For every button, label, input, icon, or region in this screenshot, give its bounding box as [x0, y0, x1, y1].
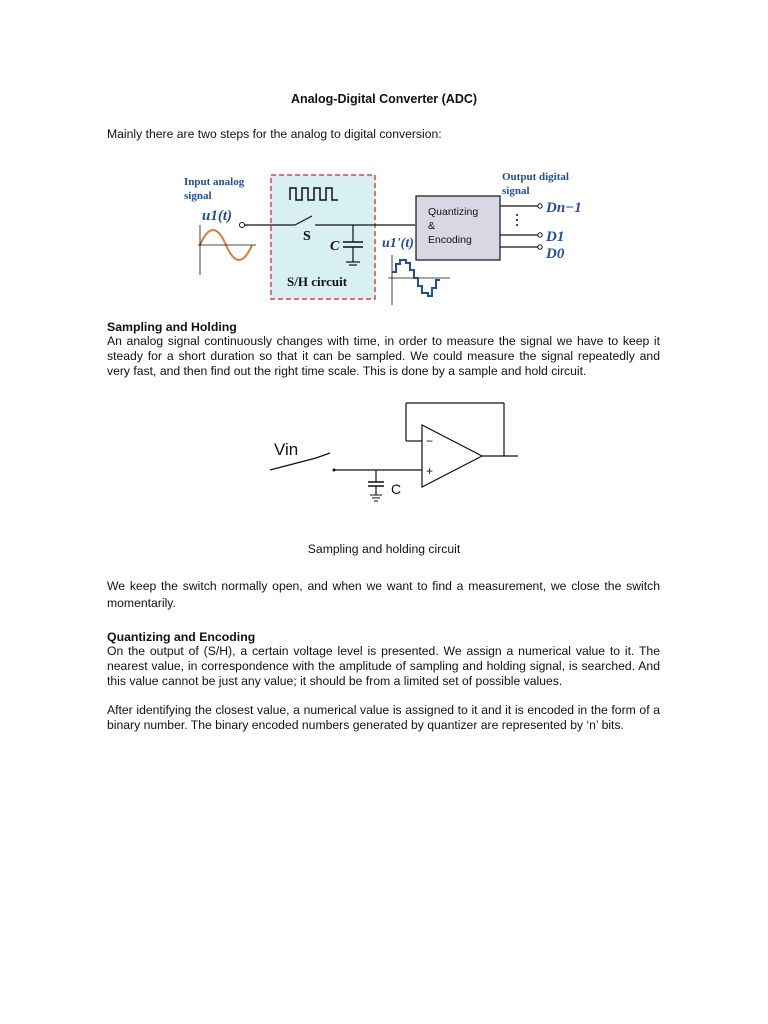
switch-icon [316, 453, 330, 458]
output-signal-label: signal [502, 185, 530, 197]
figure-caption: Sampling and holding circuit [307, 542, 461, 556]
block-line3: Encoding [428, 234, 472, 246]
minus-label: − [426, 434, 434, 448]
cap-label: C [391, 481, 402, 497]
output-digital-label: Output digital [502, 171, 569, 183]
input-signal-label: signal [184, 190, 212, 202]
quantizing-paragraph: On the output of (S/H), a certain voltage level is presented. We assign a numerical value to it. The nearest value, in correspondence with the amplitude of sampling and holding signal, is searched. And this value cannot be just any value; it should be from a limited set of possible values. [107, 644, 660, 688]
section-heading-sampling: Sampling and Holding [107, 320, 237, 334]
sample-hold-circuit-diagram [260, 395, 530, 515]
encoding-paragraph: After identifying the closest value, a numerical value is assigned to it and it is encoded in the form of a binary number. The binary encoded numbers generated by quantizer are represented by ‘n’ bits. [107, 703, 660, 732]
dn1-label: Dn−1 [546, 200, 582, 216]
d1-label: D1 [546, 229, 565, 245]
input-terminal [240, 223, 245, 228]
switch-label: S [303, 229, 311, 244]
d0-label: D0 [546, 246, 565, 262]
plus-label: + [426, 464, 434, 478]
section-heading-quantizing: Quantizing and Encoding [107, 630, 256, 644]
page-title: Analog-Digital Converter (ADC) [290, 92, 478, 106]
u1prime-label: u1'(t) [382, 236, 414, 251]
block-line2: & [428, 220, 436, 232]
u1t-label: u1(t) [202, 208, 232, 224]
input-analog-label: Input analog [184, 176, 245, 188]
switch-paragraph: We keep the switch normally open, and when we want to find a measurement, we close the switch momentarily. [107, 579, 660, 610]
vin-label: Vin [274, 440, 299, 459]
block-line1: Quantizing [428, 206, 479, 218]
intro-paragraph: Mainly there are two steps for the analog to digital conversion: [107, 127, 442, 141]
cap-label: C [330, 239, 340, 254]
adc-block-diagram [170, 160, 600, 310]
sampling-paragraph: An analog signal continuously changes with time, in order to measure the signal we have to keep it steady for a short duration so that it can be sampled. We could measure the signal repeatedly and very fast, and then find out the right time scale. This is done by a sample and hold circuit. [107, 334, 660, 378]
sh-circuit-label: S/H circuit [287, 274, 348, 289]
